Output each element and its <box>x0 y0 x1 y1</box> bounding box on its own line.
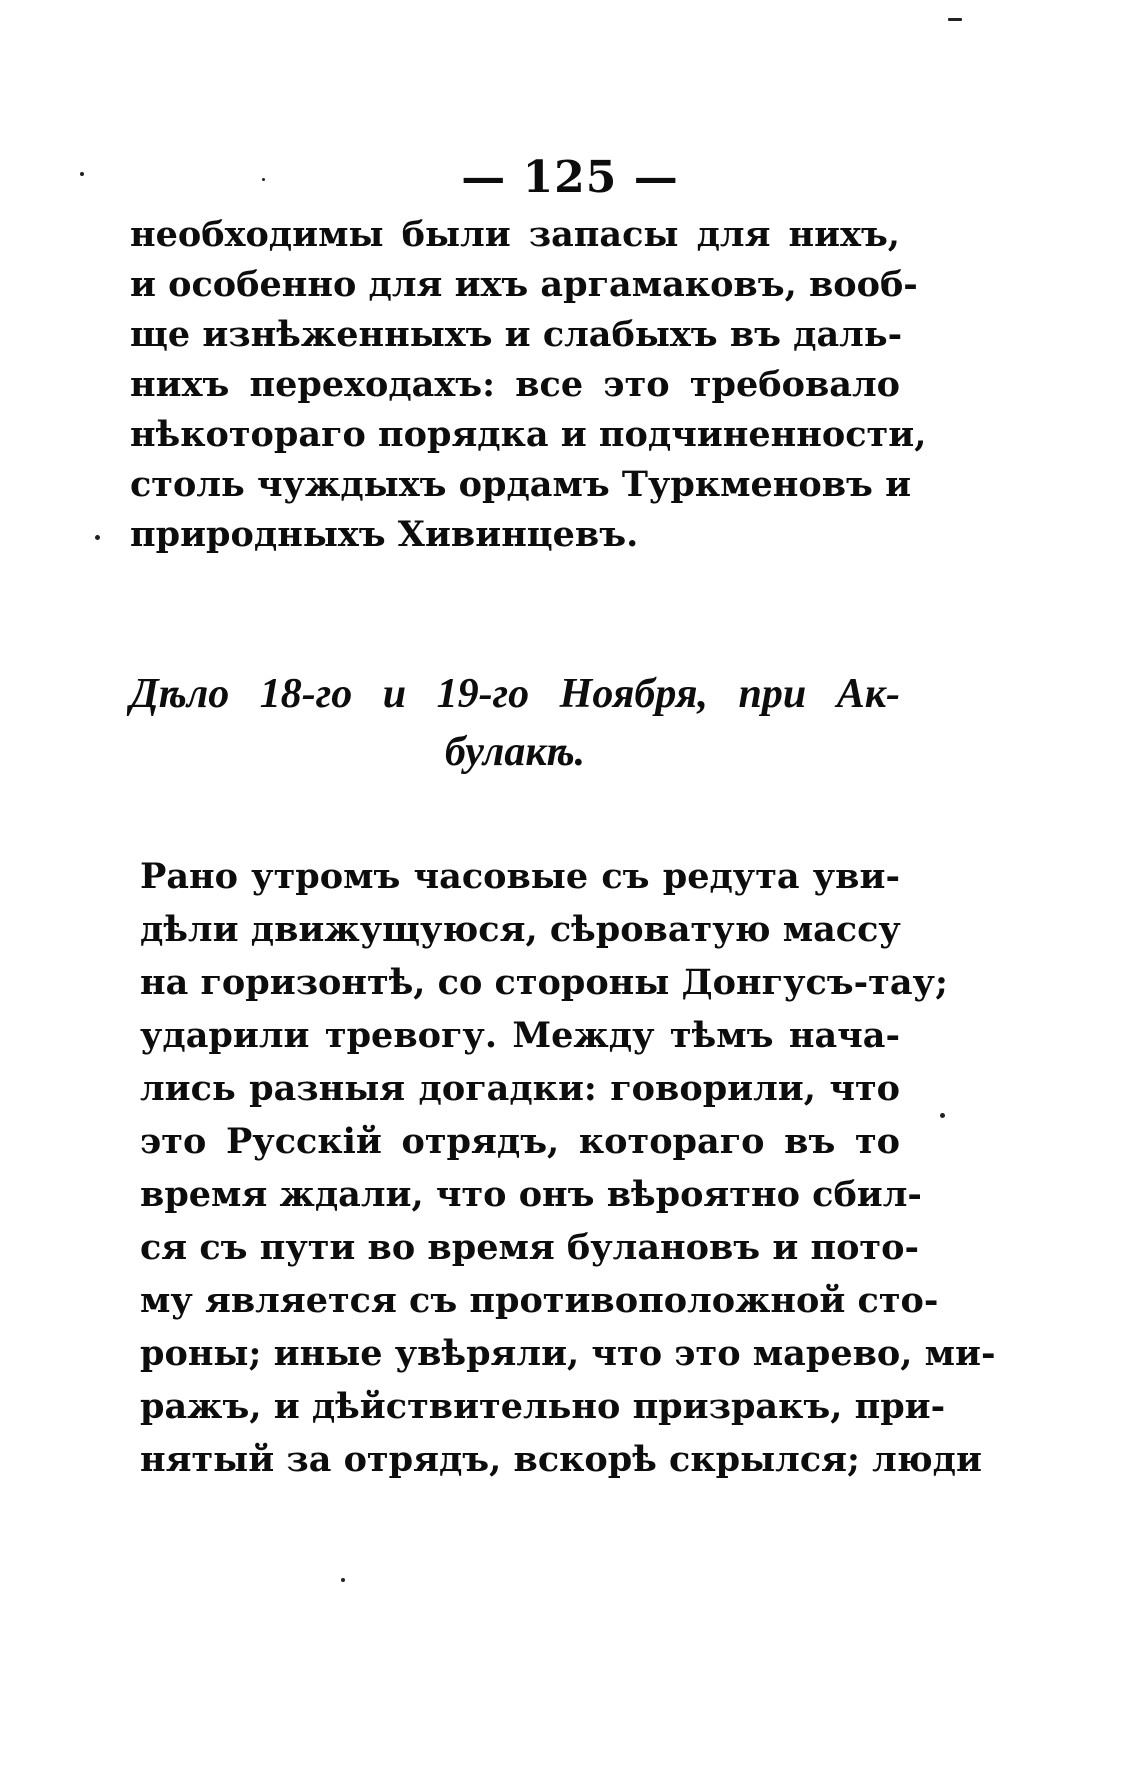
heading-line: булакѣ. <box>444 729 586 775</box>
print-speck <box>940 1113 945 1118</box>
text-line: Рано утромъ часовые съ редута уви- <box>140 856 900 897</box>
text-line: роны; иные увѣряли, что это марево, ми- <box>140 1333 996 1374</box>
text-line: это Русскій отрядъ, котораго въ то <box>140 1121 900 1162</box>
heading-line: Дѣло 18-го и 19-го Ноября, при Ак- <box>130 671 900 717</box>
text-line: лись разныя догадки: говорили, что <box>140 1068 900 1109</box>
text-line: необходимы были запасы для нихъ, <box>130 214 900 255</box>
text-line: природныхъ Хивинцевъ. <box>130 514 639 555</box>
text-line: на горизонтѣ, со стороны Донгусъ-тау; <box>140 962 948 1003</box>
section-heading <box>130 665 900 781</box>
paragraph-continued <box>130 210 927 560</box>
text-line: ся съ пути во время булановъ и пото- <box>140 1227 919 1268</box>
print-speck <box>341 1578 345 1582</box>
text-line: и особенно для ихъ аргамаковъ, вооб- <box>130 264 918 305</box>
text-line: время ждали, что онъ вѣроятно сбил- <box>140 1174 922 1215</box>
paragraph-body <box>140 850 996 1486</box>
print-speck <box>948 18 962 21</box>
text-line: нятый за отрядъ, вскорѣ скрылся; люди <box>140 1439 982 1480</box>
print-speck <box>95 535 100 540</box>
text-line: ударили тревогу. Между тѣмъ нача- <box>140 1015 900 1056</box>
text-line: столь чуждыхъ ордамъ Туркменовъ и <box>130 464 912 505</box>
text-line: нихъ переходахъ: все это требовало <box>130 364 900 405</box>
text-line: дѣли движущуюся, сѣроватую массу <box>140 909 901 950</box>
text-line: ражъ, и дѣйствительно призракъ, при- <box>140 1386 946 1427</box>
page-number: — 125 — <box>461 152 679 203</box>
text-line: му является съ противоположной сто- <box>140 1280 939 1321</box>
text-line: нѣкотораго порядка и подчиненности, <box>130 414 927 455</box>
text-line: ще изнѣженныхъ и слабыхъ въ даль- <box>130 314 903 355</box>
